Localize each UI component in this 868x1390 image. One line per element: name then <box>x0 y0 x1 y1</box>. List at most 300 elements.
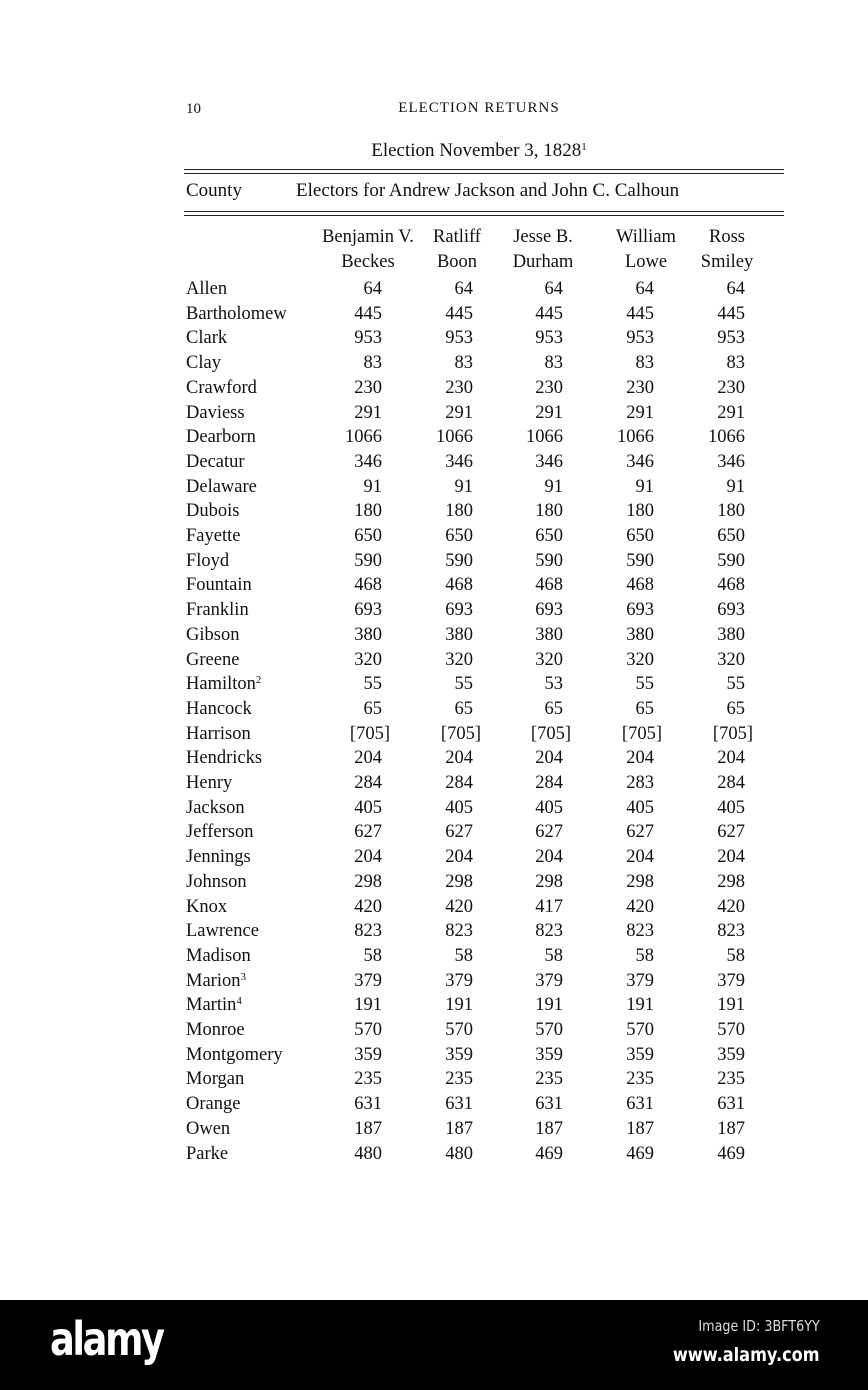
column-header-line1: Jesse B. <box>513 227 573 247</box>
county-name-text: Jennings <box>186 847 251 868</box>
vote-count: 204 <box>354 748 382 769</box>
county-name <box>186 600 249 621</box>
footnote-marker: 1 <box>581 141 587 153</box>
county-column-header: County <box>186 180 242 201</box>
county-name <box>186 995 242 1016</box>
county-name <box>186 625 239 646</box>
vote-count: 468 <box>535 575 563 596</box>
county-name-text: Lawrence <box>186 921 259 942</box>
vote-count: 650 <box>626 526 654 546</box>
vote-count: 445 <box>717 303 745 324</box>
vote-count: 58 <box>726 945 745 966</box>
footnote-marker: 2 <box>255 674 262 687</box>
table-row <box>186 650 786 675</box>
county-name-text: Hendricks <box>186 748 263 769</box>
vote-count: 230 <box>354 377 382 398</box>
vote-count: 55 <box>454 674 473 695</box>
county-name-text: Hamilton <box>186 674 256 695</box>
vote-count: 346 <box>535 451 563 472</box>
county-name-text: Allen <box>186 279 228 299</box>
vote-count: 230 <box>535 377 563 398</box>
vote-count: 650 <box>354 526 382 546</box>
county-name <box>186 946 251 967</box>
table-row <box>186 1020 786 1045</box>
vote-count: 64 <box>363 279 382 299</box>
vote-count: 823 <box>445 921 473 942</box>
table-row <box>186 897 786 922</box>
vote-count: 320 <box>354 649 382 670</box>
vote-count: 230 <box>626 377 654 398</box>
table-row <box>186 551 786 576</box>
county-name <box>186 773 232 794</box>
vote-count: 55 <box>635 674 654 695</box>
county-name <box>186 699 252 720</box>
county-name <box>186 1069 244 1090</box>
county-name-text: Decatur <box>186 451 245 472</box>
county-name-text: Dearborn <box>186 427 256 448</box>
footnote-marker: 3 <box>240 970 246 983</box>
vote-count: 420 <box>445 896 473 917</box>
vote-count: 291 <box>717 402 745 423</box>
table-row <box>186 674 786 699</box>
vote-count: 650 <box>717 526 745 546</box>
vote-count: 627 <box>354 822 382 843</box>
vote-count: 469 <box>626 1143 654 1164</box>
vote-count: 590 <box>535 550 563 571</box>
county-name-text: Hancock <box>186 698 252 719</box>
vote-count: 823 <box>626 921 654 942</box>
table-row <box>186 773 786 798</box>
county-name-text: Daviess <box>186 402 245 423</box>
county-name-text: Monroe <box>186 1020 245 1040</box>
vote-count: 298 <box>535 871 563 892</box>
vote-count: 405 <box>535 797 563 818</box>
vote-count: 359 <box>445 1044 473 1065</box>
vote-count: 346 <box>445 451 473 472</box>
vote-count: 693 <box>626 600 654 621</box>
vote-count: 291 <box>445 402 473 423</box>
table-row <box>186 946 786 971</box>
vote-count: 380 <box>535 624 563 645</box>
county-name-text: Henry <box>186 773 233 793</box>
vote-count: 359 <box>717 1044 745 1065</box>
vote-count: 204 <box>717 748 745 769</box>
county-name <box>186 551 229 572</box>
county-name <box>186 1094 240 1115</box>
vote-count: 1066 <box>617 427 654 448</box>
county-name <box>186 328 227 349</box>
vote-count: 64 <box>544 279 563 299</box>
county-name-text: Bartholomew <box>186 303 287 324</box>
vote-count: 379 <box>535 970 563 991</box>
table-row <box>186 971 786 996</box>
table-row <box>186 600 786 625</box>
county-name <box>186 921 259 942</box>
vote-count: 320 <box>626 649 654 670</box>
table-row <box>186 403 786 428</box>
vote-count: 230 <box>445 377 473 398</box>
county-name-text: Fountain <box>186 575 252 596</box>
column-header-line2: Beckes <box>341 252 395 272</box>
vote-count: [705] <box>530 723 571 744</box>
table-row <box>186 1094 786 1119</box>
vote-count: 380 <box>717 624 745 645</box>
table-row <box>186 625 786 650</box>
vote-count: 346 <box>354 451 382 472</box>
vote-count: 55 <box>726 674 745 695</box>
vote-count: 359 <box>354 1044 382 1065</box>
vote-count: 91 <box>635 476 654 497</box>
vote-count: 298 <box>354 871 382 892</box>
table-row <box>186 921 786 946</box>
vote-count: 55 <box>363 674 382 695</box>
vote-count: 204 <box>445 748 473 769</box>
vote-count: 191 <box>445 995 473 1016</box>
vote-count: 83 <box>454 353 473 374</box>
county-name <box>186 353 221 374</box>
table-row <box>186 1069 786 1094</box>
table-row <box>186 304 786 329</box>
county-name-text: Morgan <box>186 1069 245 1090</box>
vote-count: 187 <box>535 1118 563 1139</box>
vote-count: 570 <box>717 1020 745 1040</box>
running-title: ELECTION RETURNS <box>398 100 560 116</box>
vote-count: 953 <box>535 328 563 349</box>
table-row <box>186 822 786 847</box>
county-name <box>186 872 247 893</box>
vote-count: 631 <box>626 1094 654 1115</box>
column-header-line1: William <box>616 227 676 247</box>
vote-count: 291 <box>354 402 382 423</box>
county-name <box>186 822 253 843</box>
vote-count: 1066 <box>436 427 473 448</box>
vote-count: 570 <box>354 1020 382 1040</box>
county-name <box>186 674 261 695</box>
vote-count: 405 <box>354 797 382 818</box>
county-name-text: Johnson <box>186 871 247 892</box>
table-row <box>186 724 786 749</box>
county-name <box>186 501 239 522</box>
county-name-text: Madison <box>186 945 251 966</box>
table-row <box>186 279 786 304</box>
county-name <box>186 452 245 473</box>
vote-count: 191 <box>354 995 382 1016</box>
vote-count: 235 <box>535 1069 563 1090</box>
page-number: 10 <box>186 101 201 117</box>
vote-count: 1066 <box>708 427 745 448</box>
county-name-text: Dubois <box>186 501 240 522</box>
vote-count: 445 <box>535 303 563 324</box>
table-title <box>0 140 868 162</box>
county-name <box>186 378 257 399</box>
vote-count: 64 <box>726 279 745 299</box>
table-title-text: Election November 3, 1828 <box>371 140 582 161</box>
vote-count: 823 <box>354 921 382 942</box>
county-name-text: Montgomery <box>186 1044 283 1065</box>
column-header <box>672 225 782 275</box>
vote-count: 693 <box>717 600 745 621</box>
vote-count: 180 <box>445 501 473 522</box>
county-name-text: Floyd <box>186 550 230 571</box>
vote-count: 627 <box>535 822 563 843</box>
vote-count: 204 <box>626 847 654 868</box>
column-header-line2: Smiley <box>700 252 754 272</box>
vote-count: 590 <box>626 550 654 571</box>
vote-count: 204 <box>535 748 563 769</box>
vote-count: 235 <box>626 1069 654 1090</box>
county-name <box>186 897 227 918</box>
county-name-text: Crawford <box>186 377 257 398</box>
vote-count: 235 <box>445 1069 473 1090</box>
vote-count: 379 <box>445 970 473 991</box>
vote-count: 631 <box>535 1094 563 1115</box>
vote-count: 204 <box>445 847 473 868</box>
vote-count: 284 <box>445 773 473 793</box>
vote-count: 650 <box>445 526 473 546</box>
vote-count: [705] <box>621 723 662 744</box>
vote-count: 191 <box>717 995 745 1016</box>
vote-count: 405 <box>626 797 654 818</box>
table-row <box>186 378 786 403</box>
table-row <box>186 353 786 378</box>
vote-count: 235 <box>354 1069 382 1090</box>
vote-count: 469 <box>717 1143 745 1164</box>
county-name-text: Jefferson <box>186 822 254 843</box>
vote-count: 187 <box>626 1118 654 1139</box>
vote-count: 380 <box>626 624 654 645</box>
column-header-line2: Durham <box>512 252 574 272</box>
vote-count: 204 <box>535 847 563 868</box>
vote-count: 631 <box>354 1094 382 1115</box>
vote-count: 58 <box>544 945 563 966</box>
county-name-text: Harrison <box>186 723 251 744</box>
vote-count: 180 <box>626 501 654 522</box>
vote-count: 570 <box>626 1020 654 1040</box>
site-url: www.alamy.com <box>673 1344 820 1366</box>
county-name-text: Greene <box>186 649 240 670</box>
vote-count: 405 <box>445 797 473 818</box>
table-row <box>186 477 786 502</box>
vote-count: 379 <box>717 970 745 991</box>
table-row <box>186 452 786 477</box>
vote-count: 204 <box>626 748 654 769</box>
vote-count: 359 <box>626 1044 654 1065</box>
vote-count: 468 <box>626 575 654 596</box>
vote-count: 320 <box>445 649 473 670</box>
vote-count: 631 <box>717 1094 745 1115</box>
vote-count: 445 <box>354 303 382 324</box>
watermark-banner <box>0 1300 868 1390</box>
vote-count: 180 <box>717 501 745 522</box>
county-name <box>186 575 252 596</box>
top-rule-2 <box>184 173 784 174</box>
county-name <box>186 304 287 325</box>
vote-count: 64 <box>454 279 473 299</box>
table-row <box>186 699 786 724</box>
vote-count: 65 <box>363 698 382 719</box>
county-name-text: Clark <box>186 328 228 349</box>
vote-count: 953 <box>717 328 745 349</box>
vote-count: 405 <box>717 797 745 818</box>
vote-count: [705] <box>440 723 481 744</box>
vote-count: 187 <box>354 1118 382 1139</box>
table-row <box>186 748 786 773</box>
county-name-text: Orange <box>186 1094 241 1115</box>
vote-count: 346 <box>717 451 745 472</box>
county-name <box>186 279 227 300</box>
header-rule <box>184 211 784 212</box>
vote-count: 187 <box>717 1118 745 1139</box>
county-name-text: Franklin <box>186 600 249 621</box>
vote-count: 65 <box>454 698 473 719</box>
vote-count: 480 <box>445 1143 473 1164</box>
alamy-logo: alamy <box>50 1312 163 1366</box>
vote-count: 468 <box>354 575 382 596</box>
vote-count: 693 <box>354 600 382 621</box>
vote-count: 590 <box>445 550 473 571</box>
county-name-text: Delaware <box>186 476 257 497</box>
table-row <box>186 1119 786 1144</box>
vote-count: 468 <box>717 575 745 596</box>
vote-count: 953 <box>445 328 473 349</box>
image-id: Image ID: 3BFT6YY <box>698 1317 820 1335</box>
vote-count: [705] <box>349 723 390 744</box>
table-row <box>186 526 786 551</box>
vote-count: 58 <box>363 945 382 966</box>
county-name-text: Gibson <box>186 624 240 645</box>
vote-count: 570 <box>535 1020 563 1040</box>
table-row <box>186 847 786 872</box>
electors-group-header: Electors for Andrew Jackson and John C. Calhoun <box>296 180 680 201</box>
vote-count: 1066 <box>526 427 563 448</box>
vote-count: 204 <box>354 847 382 868</box>
vote-count: 91 <box>544 476 563 497</box>
vote-count: 469 <box>535 1143 563 1164</box>
column-header-line1: Benjamin V. <box>322 227 414 247</box>
table-row <box>186 872 786 897</box>
county-name-text: Owen <box>186 1118 231 1139</box>
column-header <box>488 225 598 275</box>
vote-count: 590 <box>717 550 745 571</box>
table-row <box>186 1144 786 1169</box>
vote-count: 65 <box>544 698 563 719</box>
vote-count: 693 <box>445 600 473 621</box>
table-row <box>186 328 786 353</box>
vote-count: 58 <box>454 945 473 966</box>
county-name <box>186 477 257 498</box>
vote-count: 627 <box>626 822 654 843</box>
vote-count: 627 <box>717 822 745 843</box>
vote-count: 298 <box>445 871 473 892</box>
vote-count: 83 <box>363 353 382 374</box>
county-name <box>186 971 246 992</box>
vote-count: 284 <box>535 773 563 793</box>
vote-count: 823 <box>717 921 745 942</box>
county-name <box>186 798 245 819</box>
county-name-text: Knox <box>186 896 228 917</box>
vote-count: 291 <box>535 402 563 423</box>
vote-count: 283 <box>626 773 654 793</box>
county-name <box>186 427 256 448</box>
vote-count: 627 <box>445 822 473 843</box>
vote-count: 417 <box>535 896 563 917</box>
vote-count: 380 <box>354 624 382 645</box>
column-header-line2: Lowe <box>624 252 668 272</box>
vote-count: 320 <box>717 649 745 670</box>
vote-count: 83 <box>635 353 654 374</box>
county-name-text: Jackson <box>186 797 245 818</box>
vote-count: 180 <box>535 501 563 522</box>
county-name <box>186 403 245 424</box>
vote-count: 953 <box>354 328 382 349</box>
vote-count: 1066 <box>345 427 382 448</box>
vote-count: 693 <box>535 600 563 621</box>
county-name <box>186 1045 283 1066</box>
vote-count: 298 <box>717 871 745 892</box>
vote-count: 291 <box>626 402 654 423</box>
county-name-text: Clay <box>186 353 221 374</box>
vote-count: 65 <box>726 698 745 719</box>
vote-count: 631 <box>445 1094 473 1115</box>
vote-count: 379 <box>626 970 654 991</box>
county-name <box>186 847 251 868</box>
vote-count: 65 <box>635 698 654 719</box>
table-row <box>186 1045 786 1070</box>
vote-count: 953 <box>626 328 654 349</box>
vote-count: 823 <box>535 921 563 942</box>
vote-count: 83 <box>544 353 563 374</box>
county-name-text: Marion <box>186 970 241 991</box>
county-name <box>186 748 262 769</box>
vote-count: 230 <box>717 377 745 398</box>
county-name <box>186 1020 245 1041</box>
vote-count: 590 <box>354 550 382 571</box>
vote-count: 650 <box>535 526 563 546</box>
vote-count: 91 <box>726 476 745 497</box>
column-header-line2: Boon <box>436 252 478 272</box>
footnote-marker: 4 <box>236 995 242 1008</box>
table-row <box>186 575 786 600</box>
vote-count: 359 <box>535 1044 563 1065</box>
vote-count: 204 <box>717 847 745 868</box>
top-rule <box>184 169 784 170</box>
vote-count: 420 <box>717 896 745 917</box>
vote-count: 480 <box>354 1143 382 1164</box>
table-row <box>186 427 786 452</box>
county-name <box>186 1119 230 1140</box>
column-header-line1: Ross <box>709 227 745 247</box>
vote-count: 284 <box>354 773 382 793</box>
vote-count: 235 <box>717 1069 745 1090</box>
vote-count: 191 <box>626 995 654 1016</box>
county-name-text: Parke <box>186 1143 229 1164</box>
vote-count: 191 <box>535 995 563 1016</box>
vote-count: 420 <box>354 896 382 917</box>
vote-count: 298 <box>626 871 654 892</box>
vote-count: 379 <box>354 970 382 991</box>
vote-count: 58 <box>635 945 654 966</box>
vote-count: 284 <box>717 773 745 793</box>
vote-count: 445 <box>626 303 654 324</box>
column-header-line1: Ratliff <box>433 227 481 247</box>
vote-count: 468 <box>445 575 473 596</box>
table-row <box>186 995 786 1020</box>
table-row <box>186 798 786 823</box>
vote-count: [705] <box>712 723 753 744</box>
county-name <box>186 1144 228 1165</box>
vote-count: 64 <box>635 279 654 299</box>
vote-count: 420 <box>626 896 654 917</box>
